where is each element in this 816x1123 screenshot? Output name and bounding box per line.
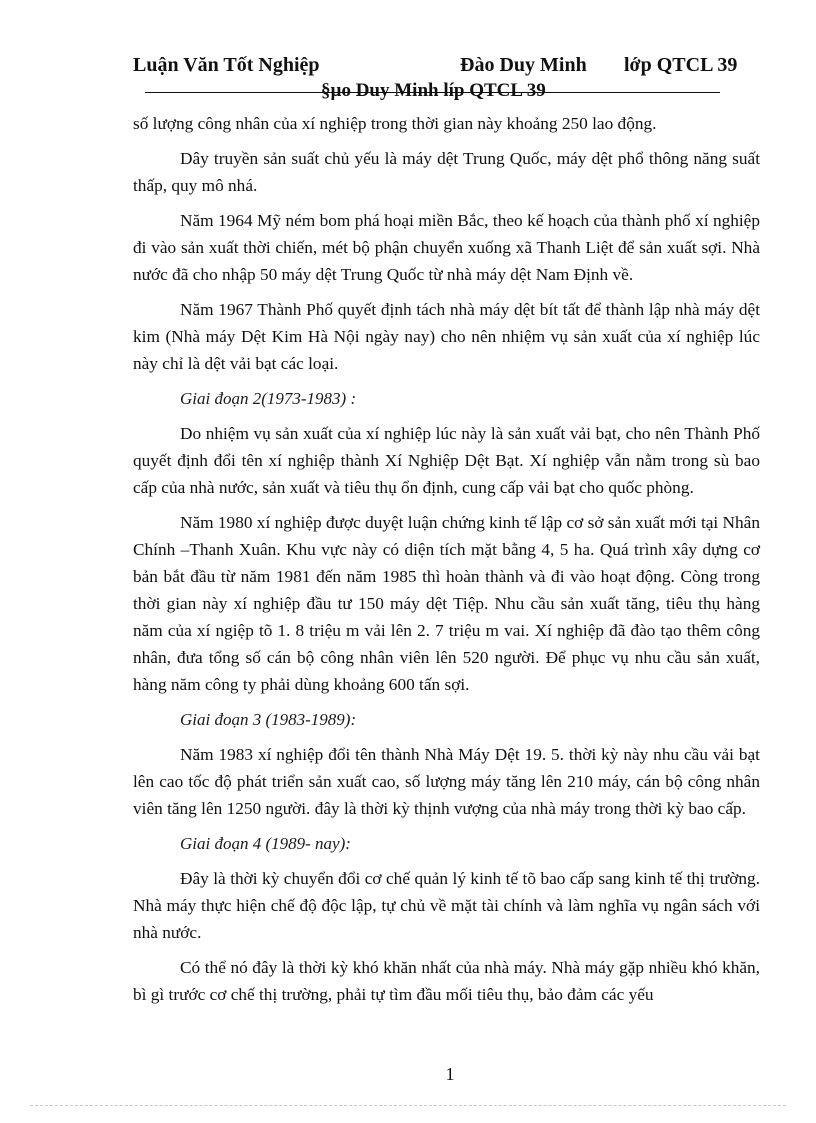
paragraph: Dây truyền sản suất chủ yếu là máy dệt Trung Quốc, máy dệt phổ thông năng suất thấp, quy mô nhá. (133, 149, 760, 195)
paragraph: Năm 1980 xí nghiệp được duyệt luận chứng kinh tế lập cơ sở sản xuất mới tại Nhân Chính –Thanh Xuân. Khu vực này có diện tích mặt bằng 4, 5 ha. Quá trình xây dựng cơ bản bắt đầu từ năm 1981 đến năm 1985 thì hoàn thành và đi vào hoạt động. Còng trong thời gian này xí nghiệp đầu tư 150 máy dệt Tiệp. Nhu cầu sản xuất tăng, tiêu thụ hàng năm của xí ngiệp tõ 1. 8 triệu m vải lên 2. 7 triệu m vai. Xí nghiệp đã đào tạo thêm công nhân, đưa tổng số cán bộ công nhân viên lên 520 người. Để phục vụ nhu cầu sản xuất, hàng năm công ty phải dùng khoảng 600 tấn sợi. (133, 513, 760, 694)
page-number: 1 (445, 1064, 455, 1084)
paragraph: Năm 1983 xí nghiệp đổi tên thành Nhà Máy Dệt 19. 5. thời kỳ này nhu cầu vải bạt lên cao tốc độ phát triển sản xuất cao, số lượng máy tăng lên 210 máy, cán bộ công nhân viên tăng lên 1250 người. đây là thời kỳ thịnh vượng của nhà máy trong thời kỳ bao cấp. (133, 745, 760, 818)
paragraph: Năm 1967 Thành Phố quyết định tách nhà máy dệt bít tất để thành lập nhà máy dệt kim (Nhà máy Dệt Kim Hà Nội ngày nay) cho nên nhiệm vụ sản xuất của xí nghiệp lúc này chỉ là dệt vải bạt các loại. (133, 300, 760, 373)
header-class: lớp QTCL 39 (624, 54, 738, 76)
paragraph-continued: số lượng công nhân của xí nghiệp trong thời gian này khoảng 250 lao động. (133, 114, 657, 133)
page-header (133, 54, 745, 80)
paragraph: Có thể nó đây là thời kỳ khó khăn nhất của nhà máy. Nhà máy gặp nhiều khó khăn, bì gì trước cơ chế thị trường, phải tự tìm đầu mối tiêu thụ, bảo đảm các yếu (133, 958, 760, 1004)
section-heading-period-4: Giai đoạn 4 (1989- nay): (180, 834, 351, 853)
page-bottom-border (30, 1105, 786, 1106)
paragraph: Đây là thời kỳ chuyển đổi cơ chế quản lý kinh tế tõ bao cấp sang kinh tế thị trường. Nhà máy thực hiện chế độ độc lập, tự chủ về mặt tài chính và làm nghĩa vụ ngân sách với nhà nước. (133, 869, 760, 942)
header-struck-text: §µo Duy Minh líp QTCL 39 (321, 80, 546, 101)
document-body (133, 110, 760, 1016)
header-strikethrough-line (145, 80, 720, 104)
header-author: Đào Duy Minh (460, 54, 587, 76)
header-thesis-title: Luận Văn Tốt Nghiệp (133, 54, 320, 76)
paragraph: Năm 1964 Mỹ ném bom phá hoại miền Bắc, theo kế hoạch của thành phố xí nghiệp đi vào sản xuất thời chiến, mét bộ phận chuyển xuống xã Thanh Liệt để sản xuất sợi. Nhà nước đã cho nhập 50 máy dệt Trung Quốc từ nhà máy dệt Nam Định về. (133, 211, 760, 284)
paragraph: Do nhiệm vụ sản xuất của xí nghiệp lúc này là sản xuất vải bạt, cho nên Thành Phố quyết định đổi tên xí nghiệp thành Xí Nghiệp Dệt Bạt. Xí nghiệp vẫn nằm trong sù bao cấp của nhà nước, sản xuất và tiêu thụ ổn định, cung cấp vải bạt cho quốc phòng. (133, 424, 760, 497)
section-heading-period-3: Giai đoạn 3 (1983-1989): (180, 710, 357, 729)
section-heading-period-2: Giai đoạn 2(1973-1983) : (180, 389, 357, 408)
